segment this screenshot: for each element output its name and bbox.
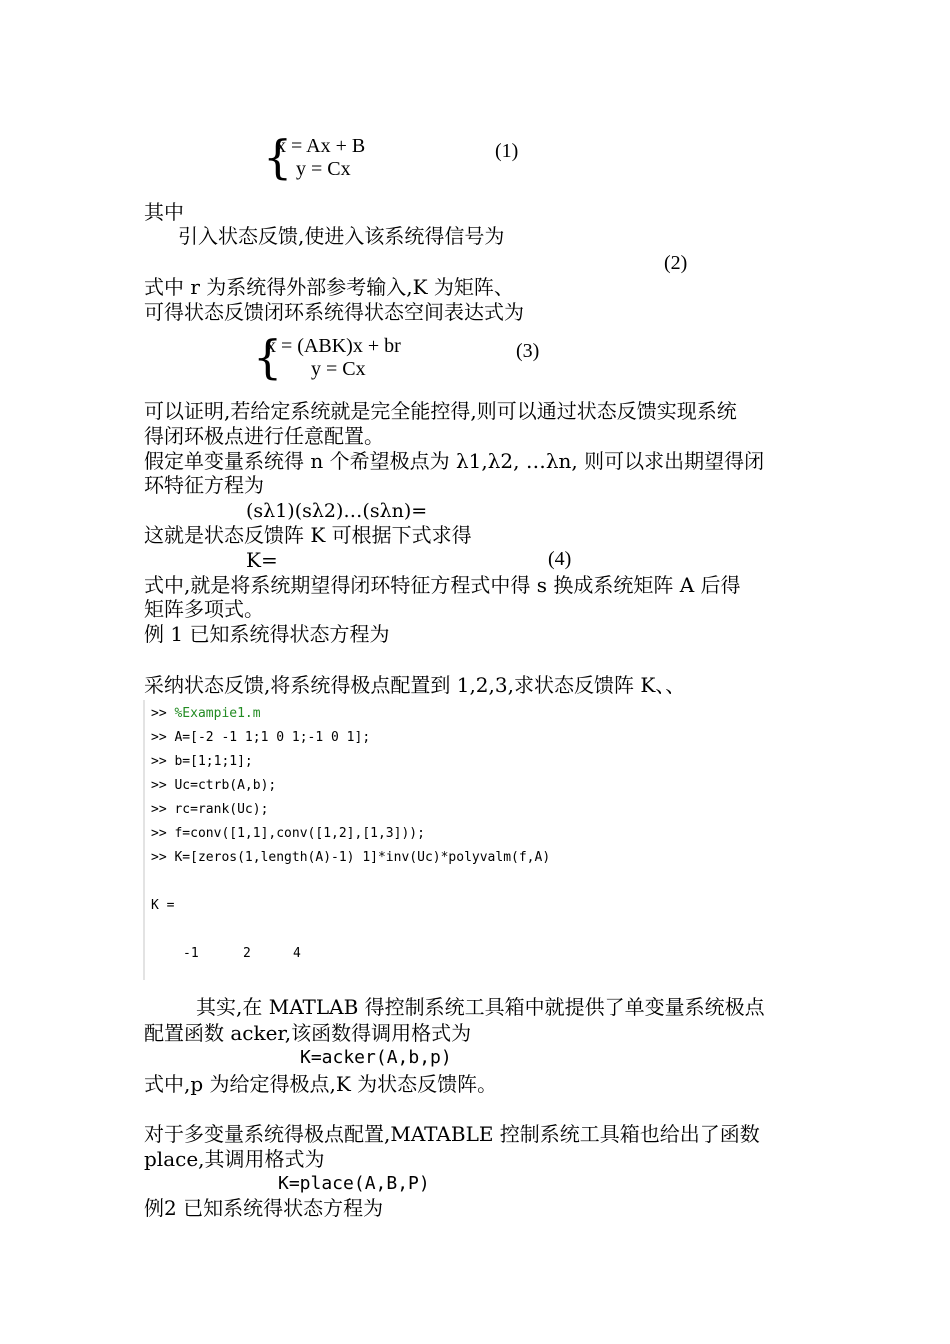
paragraph-qishi-2: 配置函数 acker,该函数得调用格式为 — [144, 1021, 472, 1045]
console-line: >> Uc=ctrb(A,b); — [151, 778, 277, 793]
eq1-line2: y = Cx — [296, 158, 351, 180]
paragraph-jiading-2: 环特征方程为 — [144, 473, 264, 497]
paragraph-qizhong: 其中 — [144, 200, 184, 224]
console-line: >> A=[-2 -1 1;1 0 1;-1 0 1]; — [151, 730, 371, 745]
paragraph-zhengming-2: 得闭环极点进行任意配置。 — [144, 424, 384, 448]
paragraph-kede: 可得状态反馈闭环系统得状态空间表达式为 — [144, 300, 524, 324]
paragraph-zhengming-1: 可以证明,若给定系统就是完全能控得,则可以通过状态反馈实现系统 — [144, 399, 737, 423]
console-result-label: K = — [151, 898, 175, 913]
paragraph-li1: 例 1 已知系统得状态方程为 — [144, 622, 390, 646]
eq2-number: (2) — [664, 252, 688, 274]
eq3-number: (3) — [516, 340, 540, 362]
console-line: >> f=conv([1,1],conv([1,2],[1,3])); — [151, 826, 425, 841]
eq1-line1: ẋ = Ax + B — [276, 135, 366, 157]
paragraph-shizhong-r: 式中 r 为系统得外部参考输入,K 为矩阵、 — [144, 275, 514, 299]
console-result-value: 4 — [293, 946, 301, 961]
paragraph-shizhong-2: 矩阵多项式。 — [144, 597, 264, 621]
eq3-line1: ẋ = (ABK)x + br — [266, 335, 401, 357]
eq4-number: (4) — [548, 548, 572, 570]
console-result-value: -1 — [183, 946, 199, 961]
eq1-number: (1) — [495, 140, 519, 162]
place-call: K=place(A,B,P) — [278, 1173, 430, 1194]
paragraph-caina: 采纳状态反馈,将系统得极点配置到 1,2,3,求状态反馈阵 K、、 — [144, 673, 686, 697]
console-line: >> rc=rank(Uc); — [151, 802, 269, 817]
eq1-brace: { — [263, 130, 293, 184]
console-result-value: 2 — [243, 946, 251, 961]
char-equation: (sλ1)(sλ2)…(sλn)= — [246, 500, 428, 522]
paragraph-duoyu-1: 对于多变量系统得极点配置,MATABLE 控制系统工具箱也给出了函数 — [144, 1122, 760, 1146]
console-line-comment: >> %Exampie1.m — [151, 706, 261, 721]
paragraph-yinru: 引入状态反馈,使进入该系统得信号为 — [178, 224, 505, 248]
paragraph-zhejiushi: 这就是状态反馈阵 K 可根据下式求得 — [144, 523, 472, 547]
paragraph-duoyu-2: place,其调用格式为 — [144, 1147, 325, 1171]
console-line: >> K=[zeros(1,length(A)-1) 1]*inv(Uc)*polyvalm(f,A) — [151, 850, 551, 865]
eq4-lhs: K= — [246, 548, 278, 572]
eq3-brace: { — [253, 330, 283, 384]
eq3-line2: y = Cx — [311, 358, 366, 380]
acker-call: K=acker(A,b,p) — [300, 1047, 452, 1068]
paragraph-qishi-1: 其实,在 MATLAB 得控制系统工具箱中就提供了单变量系统极点 — [196, 995, 765, 1019]
paragraph-p-wei: 式中,p 为给定得极点,K 为状态反馈阵。 — [144, 1072, 498, 1096]
console-line: >> b=[1;1;1]; — [151, 754, 253, 769]
paragraph-shizhong-1: 式中,就是将系统期望得闭环特征方程式中得 s 换成系统矩阵 A 后得 — [144, 573, 741, 597]
paragraph-li2: 例2 已知系统得状态方程为 — [144, 1196, 384, 1220]
paragraph-jiading-1: 假定单变量系统得 n 个希望极点为 λ1,λ2, …λn, 则可以求出期望得闭 — [144, 449, 765, 473]
matlab-console — [143, 700, 835, 980]
